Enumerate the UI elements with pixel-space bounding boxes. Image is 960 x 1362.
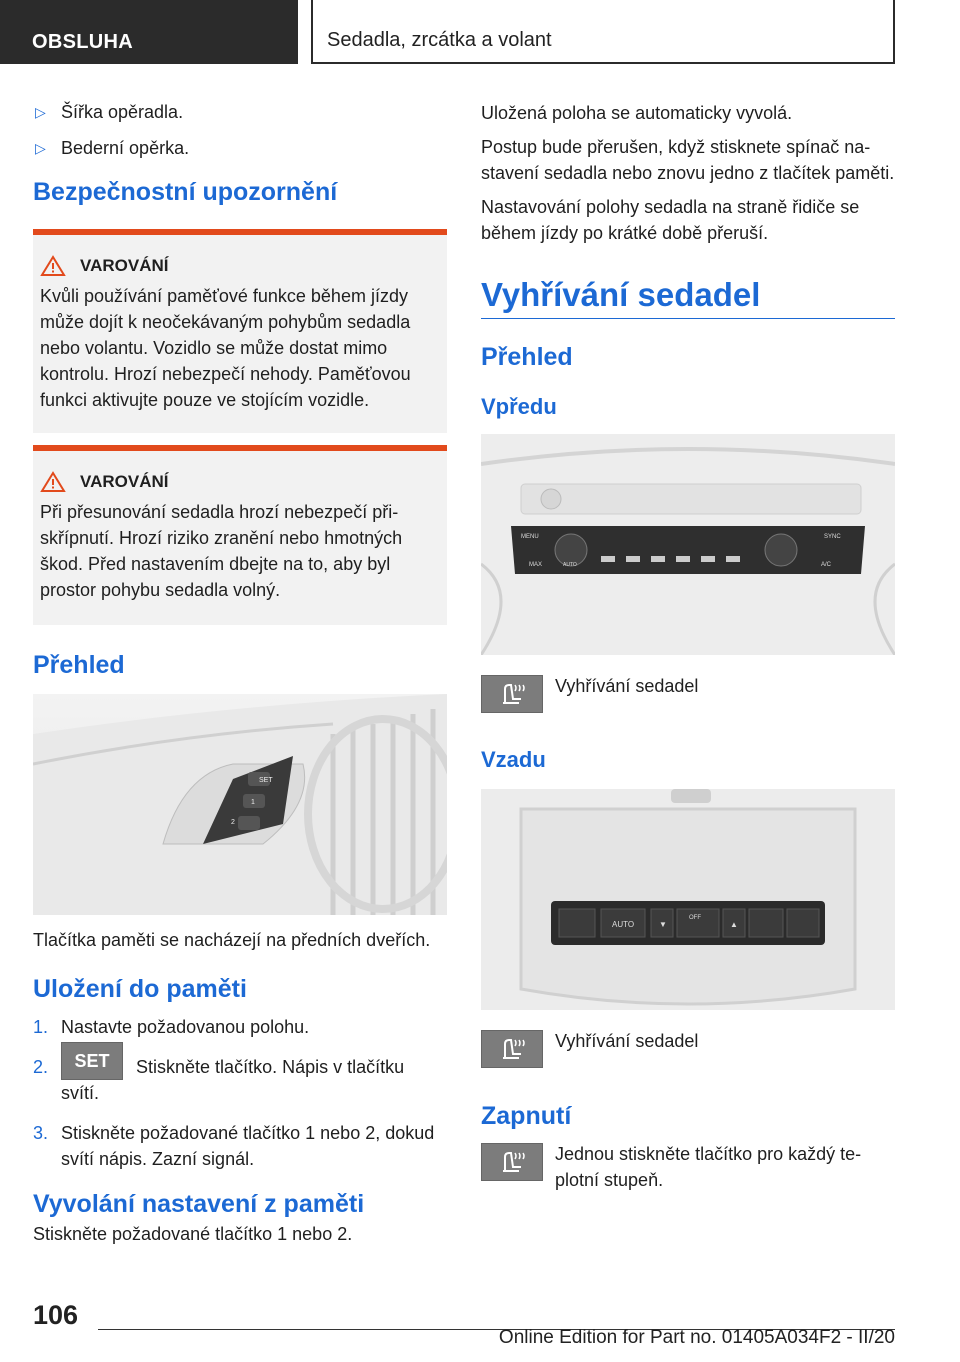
overview-heading: Přehled — [481, 343, 573, 371]
memory-1-label: 1 — [251, 799, 255, 806]
list-item: ▷ Bederní opěrka. — [35, 138, 190, 158]
edition-note: Online Edition for Part no. 01405A034F2 - II/20 — [498, 1327, 895, 1348]
memory-2-label: 2 — [231, 819, 235, 826]
rear-auto-label: AUTO — [612, 920, 635, 929]
set-button-icon: SET — [61, 1042, 123, 1080]
warning-box — [33, 229, 447, 433]
front-heading: Vpředu — [481, 394, 557, 419]
seat-heating-label: Vyhřívání sedadel — [555, 676, 699, 696]
warning-text: Kvůli používání paměťové funkce během jízdy může dojít k neočekávaným pohybům sedadla nebo volantu. Vozidlo se může dostat mimo kontrolu. Hrozí nebezpečí nehody. Paměťovou funkci aktivujte pouze ve stojícím vozidle. — [40, 286, 411, 410]
warning-title: VAROVÁNÍ — [80, 472, 169, 491]
seat-heating-row — [481, 1143, 895, 1193]
warning-triangle-icon — [40, 255, 66, 277]
warning-box — [33, 445, 447, 625]
warning-triangle-icon — [40, 471, 66, 493]
left-column — [33, 100, 447, 1247]
sync-label: SYNC — [824, 534, 841, 540]
on-heading: Zapnutí — [481, 1102, 572, 1130]
seat-heating-icon — [481, 1143, 543, 1181]
rear-climate-panel-photo — [481, 789, 895, 1010]
seat-heating-icon — [481, 1030, 543, 1068]
door-memory-buttons-photo — [33, 694, 447, 915]
rear-down-label: ▼ — [659, 920, 667, 929]
paragraph: Uložená poloha se automaticky vyvolá. — [481, 103, 793, 123]
on-text: Jednou stiskněte tlačítko pro každý teplotní stupeň. — [555, 1144, 862, 1190]
rear-up-label: ▲ — [730, 920, 738, 929]
chapter-title: Sedadla, zrcátka a volant — [311, 0, 895, 64]
seat-heating-icon — [481, 675, 543, 713]
seat-heating-row — [481, 675, 895, 713]
list-item: ▷ Šířka opěradla. — [35, 102, 184, 122]
list-item: 1. Nastavte požadovanou polohu. — [33, 1017, 310, 1037]
page-number: 106 — [33, 1300, 79, 1330]
save-heading: Uložení do paměti — [33, 975, 247, 1003]
recall-heading: Vyvolání nastavení z paměti — [33, 1190, 365, 1219]
max-label: MAX — [529, 562, 543, 568]
paragraph: Postup bude přerušen, když stisknete spínač nastavení sedadla nebo znovu jedno z tlačítek paměti. — [481, 137, 895, 183]
triangle-bullet-icon: ▷ — [35, 140, 46, 156]
triangle-bullet-icon: ▷ — [35, 104, 46, 120]
warning-title: VAROVÁNÍ — [80, 256, 169, 275]
set-button-label: SET — [259, 777, 273, 784]
seat-heating-row — [481, 1030, 895, 1068]
right-column — [481, 100, 895, 1193]
front-climate-panel-photo — [481, 434, 895, 655]
seat-heating-label: Vyhřívání sedadel — [555, 1031, 699, 1051]
auto-label: AUTO — [563, 562, 577, 568]
menu-label: MENU — [521, 534, 539, 540]
overview-heading: Přehled — [33, 651, 125, 679]
list-item: 3. Stiskněte požadované tlačítko 1 nebo 2, dokud svítí nápis. Zazní signál. — [33, 1123, 435, 1170]
section-tab: OBSLUHA — [0, 0, 298, 64]
rear-off-label: OFF — [689, 915, 701, 921]
main-heading: Vyhřívání sedadel — [481, 276, 895, 319]
list-item: 2. SET Stiskněte tlačítko. Nápis v tlačítku svítí. — [33, 1054, 447, 1106]
front-panel-illustration — [481, 434, 895, 655]
rear-heading: Vzadu — [481, 747, 546, 772]
paragraph: Nastavování polohy sedadla na straně řidiče se během jízdy po krátké době přeruší. — [481, 197, 860, 243]
safety-heading: Bezpečnostní upozornění — [33, 178, 338, 206]
warning-text: Při přesunování sedadla hrozí nebezpečí přiskřípnutí. Hrozí riziko zranění nebo hmotných škod. Před nastavením dbejte na to, aby byl prostor pohybu sedadla volný. — [40, 502, 403, 600]
rear-panel-illustration — [481, 789, 895, 1010]
page-header — [0, 0, 960, 66]
recall-text: Stiskněte požadované tlačítko 1 nebo 2. — [33, 1224, 353, 1245]
photo-caption: Tlačítka paměti se nacházejí na předních dveřích. — [33, 930, 431, 950]
door-panel-illustration — [33, 694, 447, 915]
ac-label: A/C — [821, 562, 832, 568]
